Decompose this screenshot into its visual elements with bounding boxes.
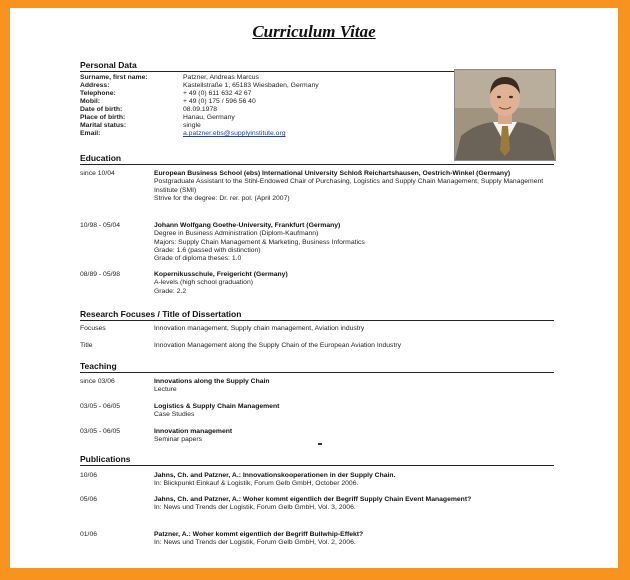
entry-line: Innovation management, Supply chain management, Aviation industry [154,325,365,332]
entry-line: Lecture [154,386,177,394]
entry-body [154,531,554,548]
section-teaching: Teaching [80,361,554,373]
entry-heading: Patzner, A.: Woher kommt eigentlich der Begriff Bullwhip-Effekt? [154,531,364,538]
entry-line: In: News und Trends der Logistik, Forum Gelb GmbH, Vol. 2, 2006. [154,539,356,547]
cv-title: Curriculum Vitae [252,22,376,41]
personal-value: + 49 (0) 611 632 42 67 [183,90,252,97]
section-publications: Publications [80,454,554,466]
entry-date: Title [80,342,93,349]
entry-date: 10/06 [80,472,98,479]
entry-date: 01/06 [80,531,98,538]
entry-line: In: News und Trends der Logistik, Forum Gelb GmbH, Vol. 3, 2006. [154,504,356,512]
entry-line: Innovation Management along the Supply Chain of the European Aviation Industry [154,342,401,349]
entry-line: Degree in Business Administration (Diplom-Kaufmann) [154,230,319,238]
personal-value: Kastellstraße 1, 65183 Wiesbaden, Germany [183,82,319,89]
personal-label: Marital status: [80,122,127,129]
personal-label: Email: [80,130,101,137]
entry-line: In: Blickpunkt Einkauf & Logistik, Forum Gelb GmbH, October 2006. [154,480,359,488]
section-personal-data: Personal Data [80,60,554,72]
entry-heading: Innovation management [154,428,233,435]
entry-body [154,428,554,445]
entry-body [154,403,554,420]
entry-line: Strive for the degree: Dr. rer. pol. (April 2007) [154,194,290,202]
entry-heading: Kopernikusschule, Freigericht (Germany) [154,271,288,278]
personal-value: + 49 (0) 175 / 596 56 40 [183,98,256,105]
section-education: Education [80,153,554,165]
entry-line: Grade of diploma theses: 1.0 [154,255,242,263]
entry-line: Case Studies [154,411,195,419]
entry-body [154,325,554,333]
personal-label: Mobil: [80,98,101,105]
entry-heading: Logistics & Supply Chain Management [154,403,280,410]
cv-page [10,8,618,568]
entry-heading: European Business School (ebs) International University Schloß Reichartshausen, Oestrich-Winkel (Germany) [154,170,511,177]
personal-label: Address: [80,82,110,89]
entry-line: Majors: Supply Chain Management & Marketing, Business Informatics [154,238,365,246]
entry-body [154,472,554,489]
entry-body [154,271,554,296]
personal-value: Patzner, Andreas Marcus [183,74,259,81]
entry-body [154,342,554,350]
entry-body [154,222,554,263]
entry-line: Postgraduate Assistant to the Stihl-Endowed Chair of Purchasing, Logistics and Supply Chain Management, Supply Management Institute (SMI) [154,178,544,194]
entry-date: 03/05 - 06/05 [80,428,121,435]
entry-body [154,170,554,203]
entry-heading: Johann Wolfgang Goethe-University, Frankfurt (Germany) [154,222,341,229]
stray-mark [318,443,322,445]
entry-date: 05/06 [80,496,98,503]
entry-heading: Jahns, Ch. and Patzner, A.: Woher kommt eigentlich der Begriff Supply Chain Event Management? [154,496,472,503]
email-link[interactable]: a.patzner.ebs@supplyinstitute.org [183,130,286,137]
personal-value: Hanau, Germany [183,114,235,121]
entry-date: 10/98 - 05/04 [80,222,121,229]
entry-date: 08/89 - 05/98 [80,271,121,278]
entry-body [154,378,554,395]
personal-label: Telephone: [80,90,116,97]
entry-line: Seminar papers [154,436,202,444]
personal-value: 08.09.1978 [183,106,218,113]
entry-heading: Innovations along the Supply Chain [154,378,270,385]
entry-date: 03/05 - 06/05 [80,403,121,410]
portrait-photo [454,69,556,161]
personal-label: Place of birth: [80,114,126,121]
entry-line: Grade: 1.6 (passed with distinction) [154,246,261,254]
entry-date: since 03/06 [80,378,115,385]
personal-label: Surname, first name: [80,74,148,81]
entry-line: Grade: 2.2 [154,287,187,295]
personal-value: single [183,122,201,129]
entry-body [154,496,554,513]
personal-label: Date of birth: [80,106,123,113]
entry-date: since 10/04 [80,170,115,177]
entry-date: Focuses [80,325,106,332]
entry-heading: Jahns, Ch. and Patzner, A.: Innovationskooperationen in der Supply Chain. [154,472,396,479]
section-research: Research Focuses / Title of Dissertation [80,309,554,321]
entry-line: A-levels (high school graduation) [154,279,253,287]
